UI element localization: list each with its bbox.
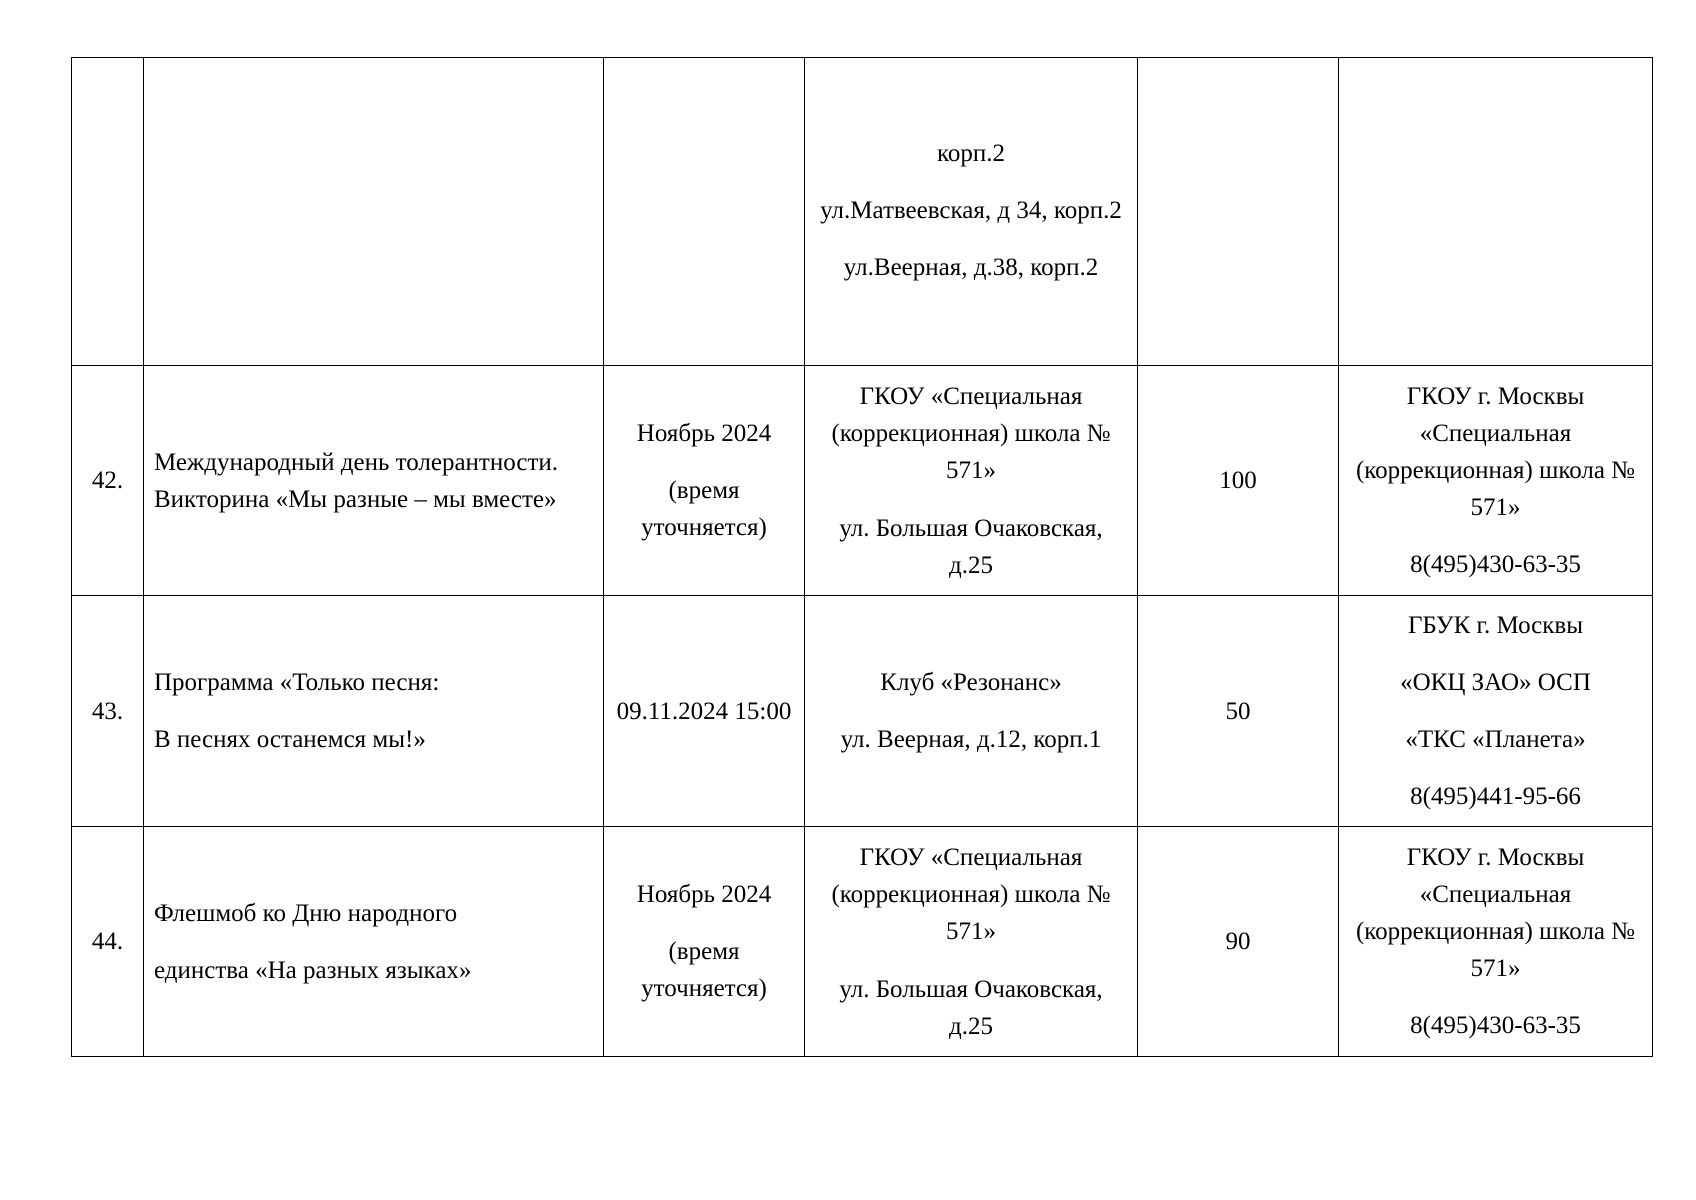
row-number-cell	[72, 596, 144, 827]
event-name-cell	[144, 366, 604, 596]
date-line: Ноябрь 2024	[636, 420, 772, 447]
event-place-cell	[805, 366, 1138, 596]
organizer-line: ГКОУ г. Москвы «Специальная (коррекционная) школа № 571»	[1355, 383, 1636, 521]
participants-cell	[1138, 58, 1339, 366]
organizer-cell	[1339, 58, 1653, 366]
event-date-cell	[604, 58, 805, 366]
event-name: В песнях останемся мы!»	[154, 726, 426, 753]
date-line: 09.11.2024 15:00	[616, 697, 792, 725]
participants-count: 50	[1225, 697, 1251, 725]
place-line: Клуб «Резонанс»	[880, 669, 1062, 696]
event-place-cell	[805, 596, 1138, 827]
event-name-cell	[144, 827, 604, 1057]
participants-count: 90	[1225, 928, 1251, 955]
event-name-cell	[144, 596, 604, 827]
event-date-cell	[604, 827, 805, 1057]
organizer-cell	[1339, 827, 1653, 1057]
place-line: ул. Большая Очаковская, д.25	[839, 975, 1103, 1040]
organizer-line: ГКОУ г. Москвы «Специальная (коррекционная) школа № 571»	[1355, 844, 1636, 982]
event-name-cell	[144, 58, 604, 366]
event-place-cell	[805, 827, 1138, 1057]
event-name: Флешмоб ко Дню народного	[154, 899, 458, 927]
event-name: единства «На разных языках»	[154, 956, 472, 984]
row-number: 44.	[91, 928, 124, 955]
organizer-line: ГБУК г. Москвы	[1407, 612, 1584, 639]
row-number: 43.	[91, 697, 124, 725]
place-line: ул.Веерная, д.38, корп.2	[843, 254, 1099, 281]
table-row	[72, 596, 1653, 827]
place-line: ГКОУ «Специальная (коррекционная) школа № 571»	[831, 843, 1111, 945]
participants-cell	[1138, 366, 1339, 596]
place-line: ГКОУ «Специальная (коррекционная) школа № 571»	[831, 382, 1111, 484]
place-line: ул. Большая Очаковская, д.25	[839, 514, 1103, 579]
event-date-cell	[604, 366, 805, 596]
events-table	[71, 57, 1653, 1057]
organizer-line: «ОКЦ ЗАО» ОСП	[1400, 669, 1591, 696]
date-line: Ноябрь 2024	[636, 881, 772, 908]
organizer-phone: 8(495)430-63-35	[1410, 551, 1581, 578]
event-name: Программа «Только песня:	[154, 669, 440, 696]
event-name: Международный день толерантности. Викторина «Мы разные – мы вместе»	[154, 448, 559, 513]
date-line: (время уточняется)	[641, 477, 767, 541]
row-number-cell	[72, 366, 144, 596]
organizer-phone: 8(495)441-95-66	[1410, 783, 1581, 810]
row-number: 42.	[91, 467, 124, 494]
table-row	[72, 366, 1653, 596]
table-row	[72, 827, 1653, 1057]
row-number-cell	[72, 58, 144, 366]
participants-count: 100	[1219, 467, 1257, 494]
event-date-cell	[604, 596, 805, 827]
row-number-cell	[72, 827, 144, 1057]
participants-cell	[1138, 596, 1339, 827]
place-line: ул. Веерная, д.12, корп.1	[840, 726, 1102, 753]
table-row	[72, 58, 1653, 366]
event-place-cell	[805, 58, 1138, 366]
organizer-phone: 8(495)430-63-35	[1410, 1012, 1581, 1039]
organizer-line: «ТКС «Планета»	[1405, 726, 1586, 753]
participants-cell	[1138, 827, 1339, 1057]
date-line: (время уточняется)	[641, 938, 767, 1002]
organizer-cell	[1339, 596, 1653, 827]
place-line: корп.2	[936, 140, 1005, 167]
place-line: ул.Матвеевская, д 34, корп.2	[820, 197, 1122, 224]
organizer-cell	[1339, 366, 1653, 596]
